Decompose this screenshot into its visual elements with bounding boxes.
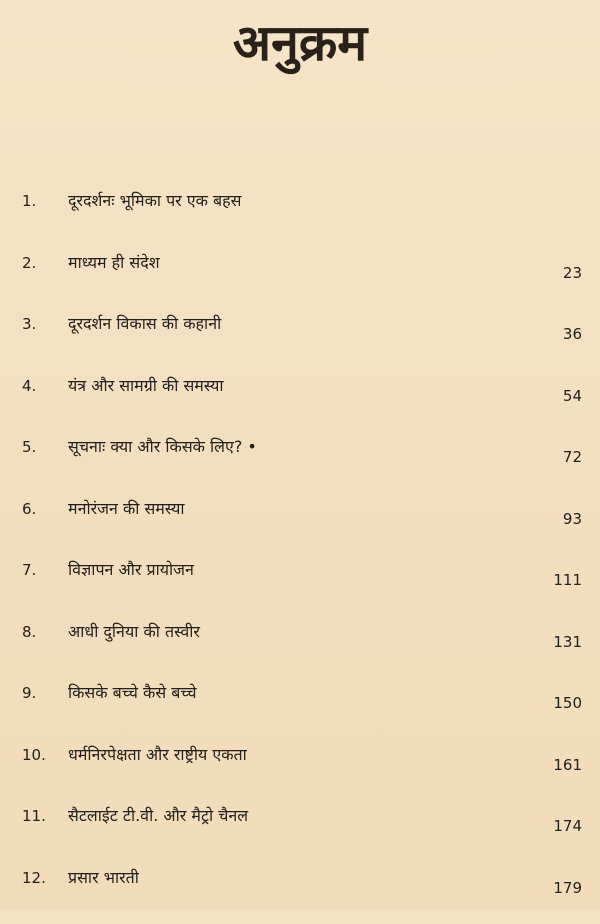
chapter-page-number: 131 [522,627,582,657]
toc-entry [0,371,600,433]
toc-entry [0,186,600,248]
chapter-title: प्रसार भारती [68,863,508,893]
chapter-page-number: 161 [522,750,582,780]
chapter-number: 10. [22,740,66,770]
chapter-page-number: 111 [522,565,582,595]
chapter-page-number: 179 [522,873,582,903]
toc-entry [0,617,600,679]
toc-entry [0,432,600,494]
chapter-number: 6. [22,494,66,524]
chapter-number: 2. [22,248,66,278]
chapter-page-number: 54 [522,381,582,411]
chapter-title: आधी दुनिया की तस्वीर [68,617,508,647]
chapter-title: मनोरंजन की समस्या [68,494,508,524]
toc-entry [0,555,600,617]
chapter-number: 12. [22,863,66,893]
chapter-page-number: 23 [522,258,582,288]
toc-entry [0,309,600,371]
chapter-number: 5. [22,432,66,462]
chapter-title: यंत्र और सामग्री की समस्या [68,371,508,401]
chapter-number: 4. [22,371,66,401]
toc-entry [0,740,600,802]
chapter-title: दूरदर्शनः भूमिका पर एक बहस [68,186,508,216]
chapter-title: दूरदर्शन विकास की कहानी [68,309,508,339]
table-of-contents [0,186,600,924]
chapter-title: सूचनाः क्या और किसके लिए? • [68,432,508,462]
chapter-number: 1. [22,186,66,216]
chapter-page-number: 150 [522,688,582,718]
chapter-page-number: 93 [522,504,582,534]
toc-entry [0,494,600,556]
chapter-title: किसके बच्चे कैसे बच्चे [68,678,508,708]
toc-entry [0,801,600,863]
chapter-title: माध्यम ही संदेश [68,248,508,278]
chapter-number: 7. [22,555,66,585]
chapter-number: 11. [22,801,66,831]
chapter-title: विज्ञापन और प्रायोजन [68,555,508,585]
chapter-title: सैटलाईट टी.वी. और मैट्रो चैनल [68,801,508,831]
toc-entry [0,248,600,310]
page-title: अनुक्रम [0,8,600,78]
chapter-page-number: 36 [522,319,582,349]
chapter-number: 8. [22,617,66,647]
toc-entry [0,678,600,740]
toc-entry [0,863,600,924]
chapter-number: 3. [22,309,66,339]
chapter-page-number: 72 [522,442,582,472]
chapter-title: धर्मनिरपेक्षता और राष्ट्रीय एकता [68,740,508,770]
chapter-number: 9. [22,678,66,708]
chapter-page-number: 174 [522,811,582,841]
